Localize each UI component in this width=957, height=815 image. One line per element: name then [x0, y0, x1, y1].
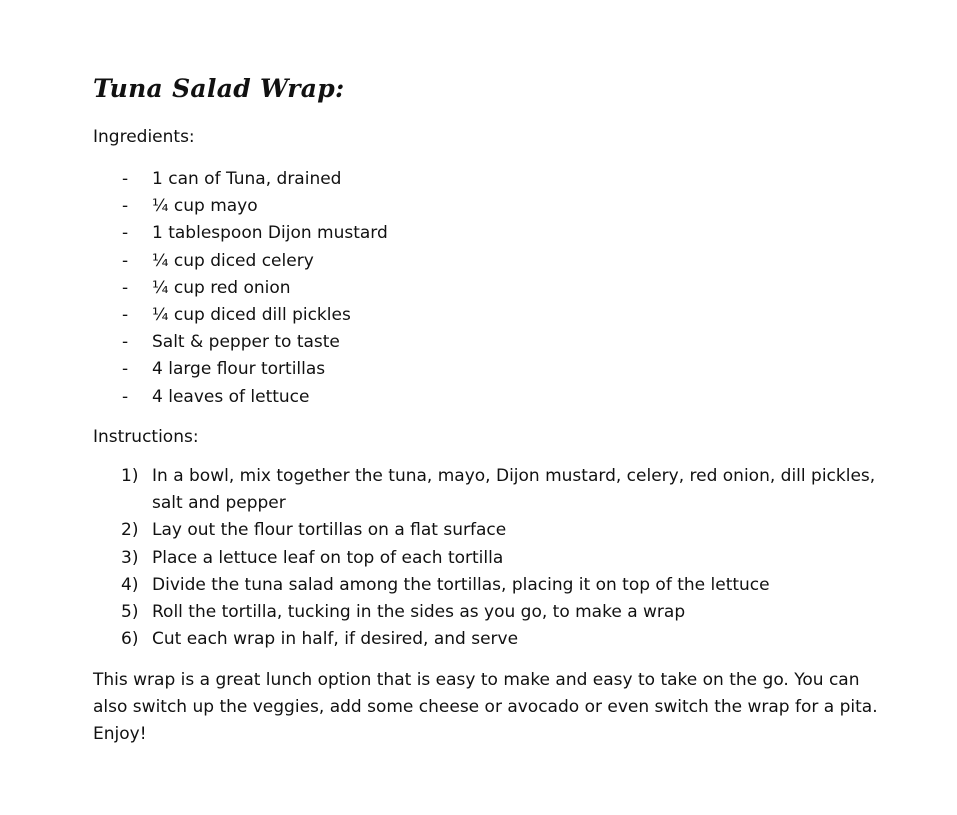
ingredient-text: ¼ cup diced dill pickles	[152, 304, 351, 325]
ingredient-item: - 1 can of Tuna, drained	[122, 169, 342, 189]
instructions-list	[93, 463, 883, 653]
ingredient-text: ¼ cup red onion	[152, 277, 291, 298]
instruction-text: Lay out the flour tortillas on a flat surface	[152, 520, 507, 541]
instruction-text: Divide the tuna salad among the tortillas, placing it on top of the lettuce	[152, 574, 770, 595]
ingredient-text: ¼ cup diced celery	[152, 250, 314, 271]
ingredient-text: Salt & pepper to taste	[152, 332, 340, 353]
instruction-text: Roll the tortilla, tucking in the sides as you go, to make a wrap	[152, 602, 686, 623]
instruction-text: In a bowl, mix together the tuna, mayo, Dijon mustard, celery, red onion, dill pickles, salt and pepper	[152, 466, 876, 514]
ingredient-item: - ¼ cup red onion	[122, 277, 291, 298]
ingredient-text: 1 can of Tuna, drained	[152, 169, 342, 189]
instruction-step: 4) Divide the tuna salad among the tortillas, placing it on top of the lettuce	[121, 574, 770, 595]
ingredient-item: - Salt & pepper to taste	[122, 332, 340, 353]
instruction-step: 3) Place a lettuce leaf on top of each tortilla	[121, 547, 504, 568]
instruction-step: 2) Lay out the flour tortillas on a flat surface	[121, 520, 507, 541]
recipe-title: Tuna Salad Wrap:	[93, 74, 345, 103]
ingredient-text: ¼ cup mayo	[152, 196, 258, 217]
ingredient-item: - ¼ cup diced dill pickles	[122, 304, 351, 325]
instructions-heading: Instructions:	[93, 427, 199, 447]
ingredients-heading: Ingredients:	[93, 127, 195, 147]
ingredient-item: - 4 leaves of lettuce	[122, 386, 310, 407]
ingredient-item: - ¼ cup diced celery	[122, 250, 314, 271]
ingredient-text: 1 tablespoon Dijon mustard	[152, 223, 388, 244]
instruction-text: Cut each wrap in half, if desired, and serve	[152, 629, 519, 650]
instruction-step: 1) In a bowl, mix together the tuna, mayo, Dijon mustard, celery, red onion, dill pickles, salt and pepper	[121, 466, 876, 514]
closing-paragraph: This wrap is a great lunch option that is easy to make and easy to take on the go. You can also switch up the veggies, add some cheese or avocado or even switch the wrap for a pita. Enjoy!	[93, 670, 878, 745]
ingredient-item: - 4 large flour tortillas	[122, 359, 326, 380]
ingredient-item: - ¼ cup mayo	[122, 196, 258, 217]
ingredient-item: - 1 tablespoon Dijon mustard	[122, 223, 388, 244]
instruction-step: 6) Cut each wrap in half, if desired, and serve	[121, 629, 519, 650]
instruction-text: Place a lettuce leaf on top of each tortilla	[152, 547, 504, 568]
ingredient-text: 4 large flour tortillas	[152, 359, 326, 380]
ingredient-text: 4 leaves of lettuce	[152, 386, 310, 407]
instruction-step: 5) Roll the tortilla, tucking in the sides as you go, to make a wrap	[121, 602, 686, 623]
ingredients-list	[93, 166, 388, 411]
